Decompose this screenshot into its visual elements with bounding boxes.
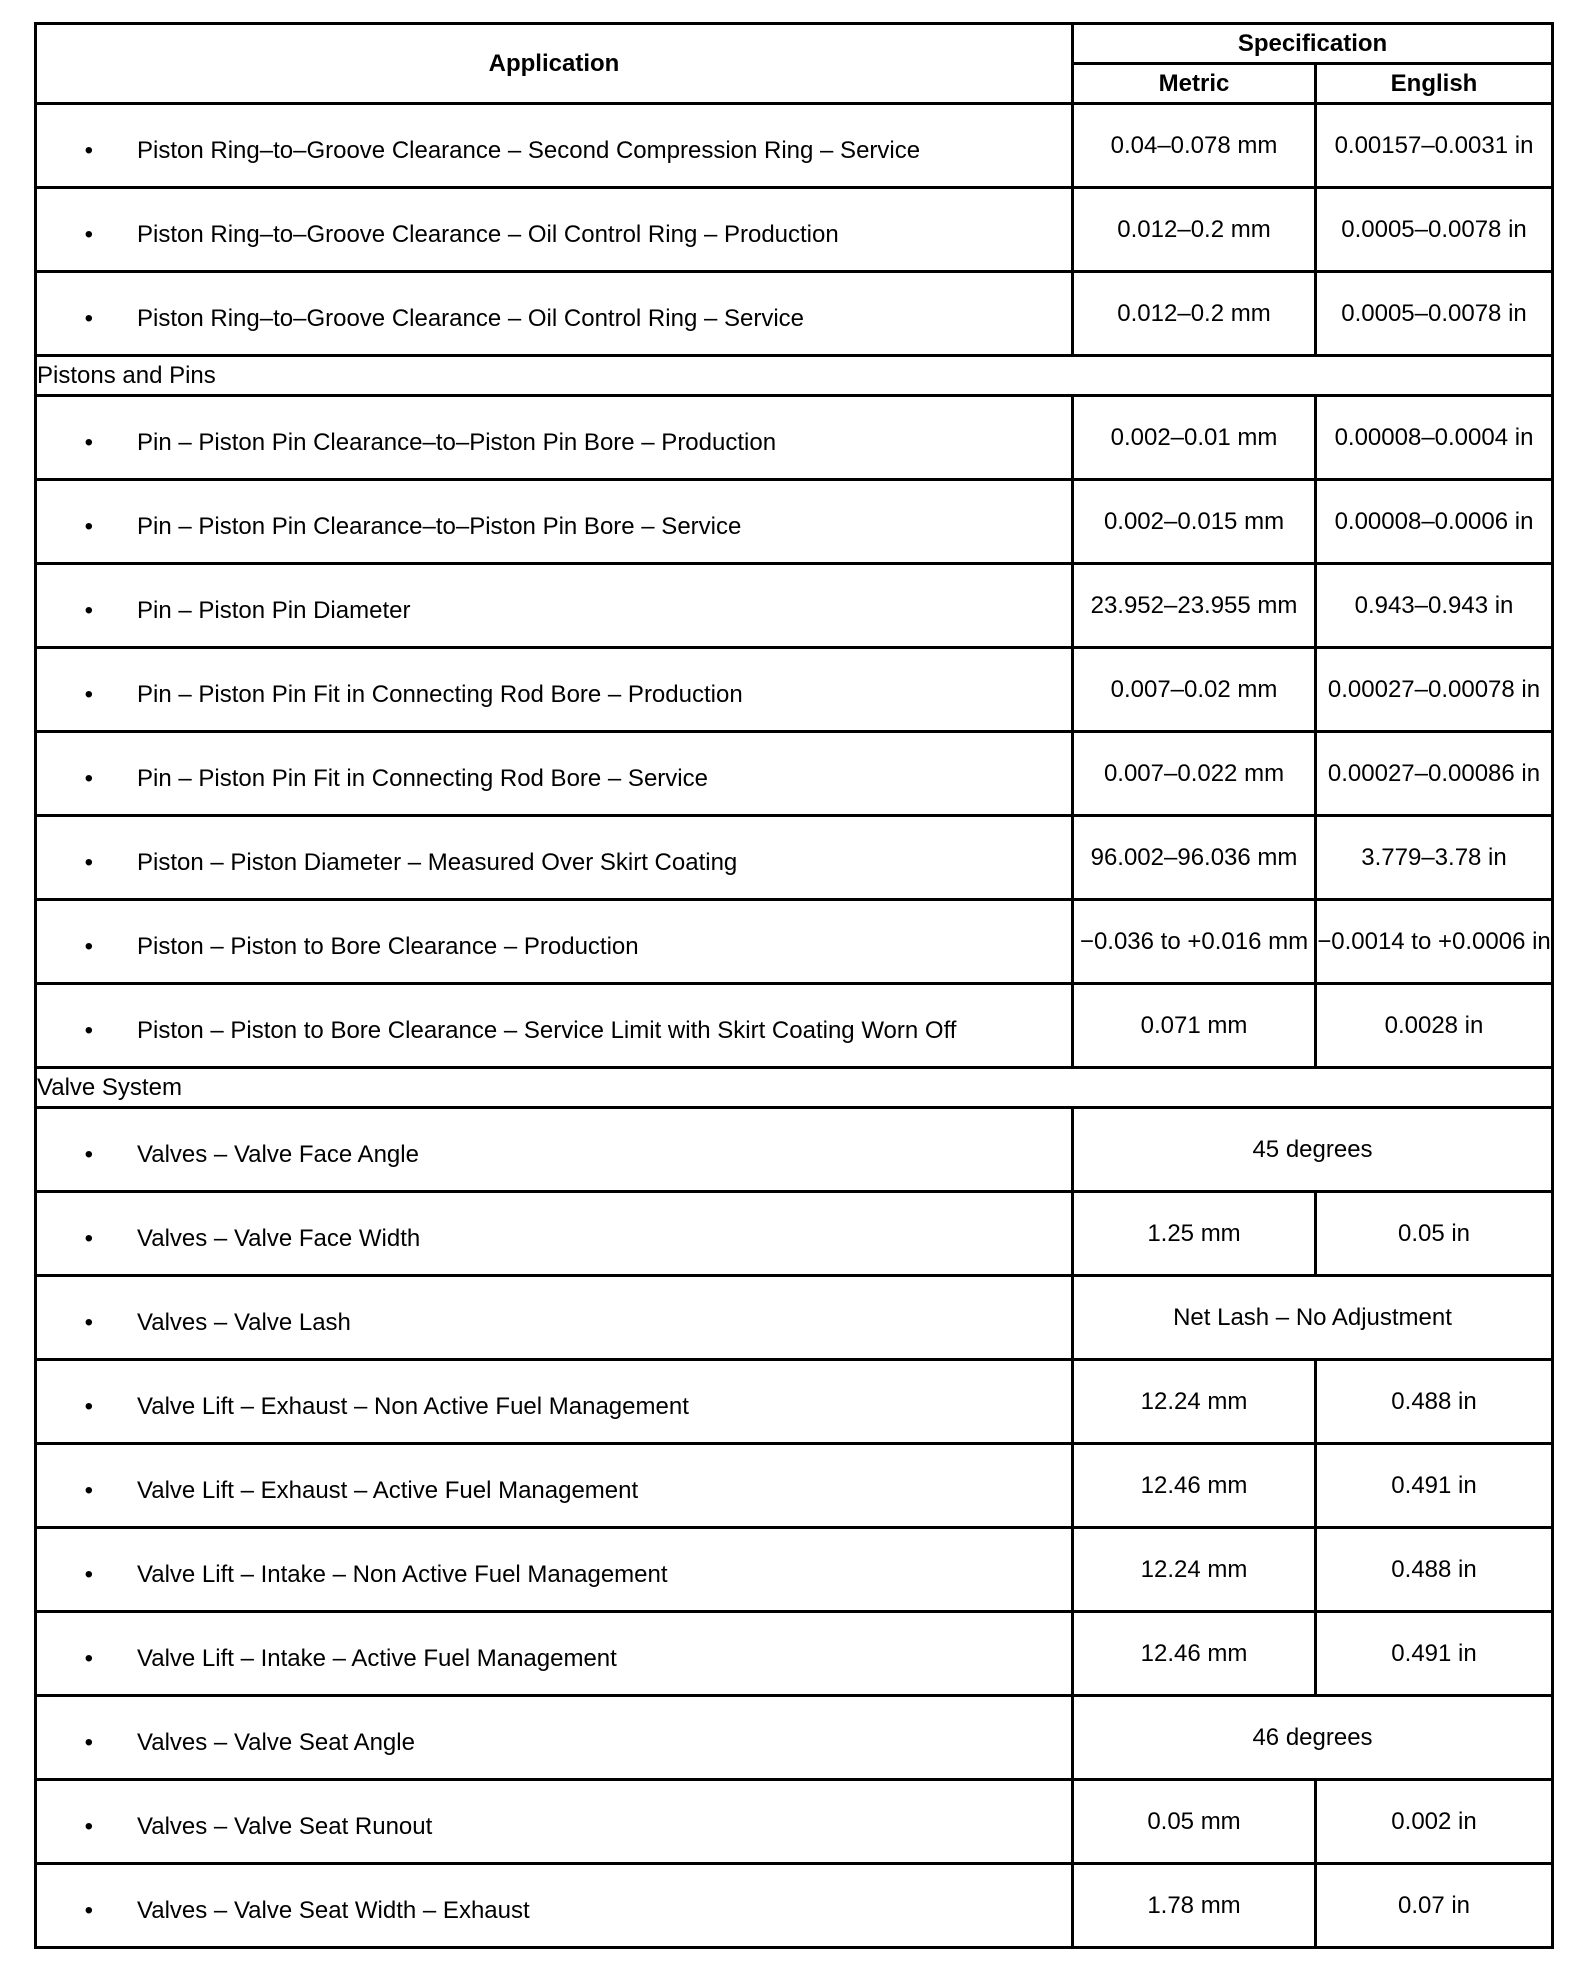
application-cell	[36, 984, 1073, 1068]
bullet-icon: •	[84, 220, 93, 248]
application-cell	[36, 648, 1073, 732]
metric-header: Metric	[1073, 64, 1316, 104]
table-row	[36, 1360, 1553, 1444]
application-cell	[36, 480, 1073, 564]
english-header: English	[1316, 64, 1553, 104]
table-row	[36, 1108, 1553, 1192]
application-text: Valve Lift – Exhaust – Non Active Fuel Management	[137, 1392, 689, 1420]
metric-value: 0.05 mm	[1073, 1780, 1316, 1864]
bullet-icon: •	[84, 1896, 93, 1924]
application-text: Valve Lift – Intake – Non Active Fuel Management	[137, 1560, 668, 1588]
application-text: Piston – Piston Diameter – Measured Over Skirt Coating	[137, 848, 738, 876]
application-text: Pin – Piston Pin Fit in Connecting Rod Bore – Service	[137, 764, 708, 792]
application-cell	[36, 272, 1073, 356]
bullet-icon: •	[84, 1812, 93, 1840]
table-row	[36, 104, 1553, 188]
english-value: 0.002 in	[1316, 1780, 1553, 1864]
application-cell	[36, 1108, 1073, 1192]
table-row	[36, 1864, 1553, 1948]
application-cell	[36, 396, 1073, 480]
english-value: 0.491 in	[1316, 1612, 1553, 1696]
english-value: 0.943–0.943 in	[1316, 564, 1553, 648]
bullet-icon: •	[84, 1140, 93, 1168]
metric-value: 0.002–0.015 mm	[1073, 480, 1316, 564]
application-header: Application	[36, 24, 1073, 104]
application-text: Valves – Valve Face Angle	[137, 1140, 419, 1168]
bullet-icon: •	[84, 1224, 93, 1252]
bullet-icon: •	[84, 1728, 93, 1756]
application-text: Pin – Piston Pin Diameter	[137, 596, 411, 624]
metric-value: 0.007–0.02 mm	[1073, 648, 1316, 732]
combined-value: Net Lash – No Adjustment	[1073, 1276, 1553, 1360]
table-row	[36, 564, 1553, 648]
table-row	[36, 816, 1553, 900]
application-text: Valves – Valve Seat Runout	[137, 1812, 433, 1840]
application-text: Valves – Valve Face Width	[137, 1224, 421, 1252]
metric-value: 0.002–0.01 mm	[1073, 396, 1316, 480]
application-text: Piston Ring–to–Groove Clearance – Second Compression Ring – Service	[137, 136, 921, 164]
application-cell	[36, 732, 1073, 816]
table-row	[36, 1444, 1553, 1528]
application-text: Valve Lift – Exhaust – Active Fuel Management	[137, 1476, 639, 1504]
application-cell	[36, 1444, 1073, 1528]
bullet-icon: •	[84, 1560, 93, 1588]
bullet-icon: •	[84, 764, 93, 792]
english-value: 0.488 in	[1316, 1528, 1553, 1612]
table-row	[36, 1276, 1553, 1360]
metric-value: 0.012–0.2 mm	[1073, 272, 1316, 356]
application-cell	[36, 1276, 1073, 1360]
table-row	[36, 648, 1553, 732]
table-row	[36, 732, 1553, 816]
english-value: 0.00008–0.0004 in	[1316, 396, 1553, 480]
table-row	[36, 396, 1553, 480]
bullet-icon: •	[84, 428, 93, 456]
bullet-icon: •	[84, 512, 93, 540]
metric-value: 23.952–23.955 mm	[1073, 564, 1316, 648]
metric-value: 12.46 mm	[1073, 1612, 1316, 1696]
bullet-icon: •	[84, 1476, 93, 1504]
application-cell	[36, 564, 1073, 648]
application-cell	[36, 188, 1073, 272]
application-cell	[36, 900, 1073, 984]
application-text: Piston – Piston to Bore Clearance – Service Limit with Skirt Coating Worn Off	[137, 1016, 957, 1044]
metric-value: 12.24 mm	[1073, 1360, 1316, 1444]
bullet-icon: •	[84, 304, 93, 332]
metric-value: 1.78 mm	[1073, 1864, 1316, 1948]
metric-value: −0.036 to +0.016 mm	[1073, 900, 1316, 984]
english-value: 0.00027–0.00078 in	[1316, 648, 1553, 732]
specification-header: Specification	[1073, 24, 1553, 64]
bullet-icon: •	[84, 1308, 93, 1336]
metric-value: 0.071 mm	[1073, 984, 1316, 1068]
section-label: Pistons and Pins	[36, 356, 1553, 396]
table-row	[36, 984, 1553, 1068]
bullet-icon: •	[84, 932, 93, 960]
table-row	[36, 272, 1553, 356]
bullet-icon: •	[84, 1016, 93, 1044]
application-text: Pin – Piston Pin Fit in Connecting Rod Bore – Production	[137, 680, 743, 708]
table-row	[36, 1528, 1553, 1612]
specification-table	[34, 22, 1554, 1949]
metric-value: 96.002–96.036 mm	[1073, 816, 1316, 900]
table-row	[36, 900, 1553, 984]
metric-value: 0.007–0.022 mm	[1073, 732, 1316, 816]
application-text: Valves – Valve Seat Angle	[137, 1728, 415, 1756]
application-text: Valves – Valve Seat Width – Exhaust	[137, 1896, 530, 1924]
bullet-icon: •	[84, 848, 93, 876]
bullet-icon: •	[84, 1392, 93, 1420]
application-text: Pin – Piston Pin Clearance–to–Piston Pin Bore – Production	[137, 428, 777, 456]
section-row	[36, 1068, 1553, 1108]
metric-value: 12.24 mm	[1073, 1528, 1316, 1612]
application-text: Valve Lift – Intake – Active Fuel Management	[137, 1644, 617, 1672]
application-text: Valves – Valve Lash	[137, 1308, 351, 1336]
section-label: Valve System	[36, 1068, 1553, 1108]
table-row	[36, 1612, 1553, 1696]
application-cell	[36, 1192, 1073, 1276]
metric-value: 0.04–0.078 mm	[1073, 104, 1316, 188]
application-text: Piston Ring–to–Groove Clearance – Oil Control Ring – Production	[137, 220, 839, 248]
metric-value: 1.25 mm	[1073, 1192, 1316, 1276]
metric-value: 12.46 mm	[1073, 1444, 1316, 1528]
application-cell	[36, 1528, 1073, 1612]
english-value: 0.00027–0.00086 in	[1316, 732, 1553, 816]
english-value: 0.0005–0.0078 in	[1316, 188, 1553, 272]
application-text: Piston – Piston to Bore Clearance – Production	[137, 932, 639, 960]
bullet-icon: •	[84, 136, 93, 164]
english-value: −0.0014 to +0.0006 in	[1316, 900, 1553, 984]
table-row	[36, 480, 1553, 564]
bullet-icon: •	[84, 680, 93, 708]
english-value: 0.491 in	[1316, 1444, 1553, 1528]
table-row	[36, 188, 1553, 272]
english-value: 0.00008–0.0006 in	[1316, 480, 1553, 564]
table-row	[36, 1780, 1553, 1864]
english-value: 0.0005–0.0078 in	[1316, 272, 1553, 356]
english-value: 0.05 in	[1316, 1192, 1553, 1276]
table-row	[36, 1696, 1553, 1780]
english-value: 0.0028 in	[1316, 984, 1553, 1068]
application-cell	[36, 1696, 1073, 1780]
english-value: 0.488 in	[1316, 1360, 1553, 1444]
section-row	[36, 356, 1553, 396]
english-value: 0.00157–0.0031 in	[1316, 104, 1553, 188]
application-text: Pin – Piston Pin Clearance–to–Piston Pin Bore – Service	[137, 512, 742, 540]
bullet-icon: •	[84, 1644, 93, 1672]
table-body	[36, 104, 1553, 1948]
application-text: Piston Ring–to–Groove Clearance – Oil Control Ring – Service	[137, 304, 804, 332]
application-cell	[36, 1612, 1073, 1696]
table-row	[36, 1192, 1553, 1276]
application-cell	[36, 816, 1073, 900]
metric-value: 0.012–0.2 mm	[1073, 188, 1316, 272]
bullet-icon: •	[84, 596, 93, 624]
application-cell	[36, 1780, 1073, 1864]
english-value: 0.07 in	[1316, 1864, 1553, 1948]
combined-value: 45 degrees	[1073, 1108, 1553, 1192]
application-cell	[36, 1360, 1073, 1444]
english-value: 3.779–3.78 in	[1316, 816, 1553, 900]
application-cell	[36, 1864, 1073, 1948]
application-cell	[36, 104, 1073, 188]
combined-value: 46 degrees	[1073, 1696, 1553, 1780]
